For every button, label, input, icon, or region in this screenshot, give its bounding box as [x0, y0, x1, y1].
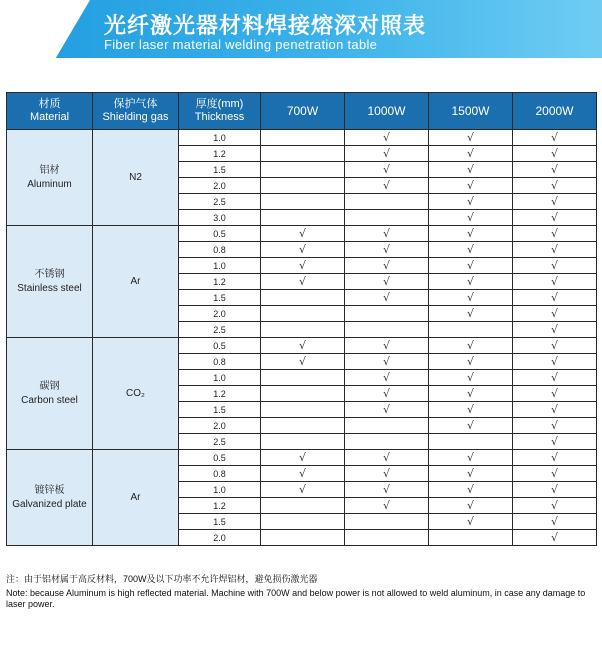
check-icon: √: [513, 146, 597, 162]
check-icon: √: [429, 242, 513, 258]
check-icon: √: [513, 434, 597, 450]
check-icon: √: [513, 130, 597, 146]
thickness-cell: 0.8: [179, 466, 261, 482]
empty-cell: [261, 530, 345, 546]
thickness-cell: 1.5: [179, 514, 261, 530]
empty-cell: [261, 498, 345, 514]
thickness-cell: 1.5: [179, 402, 261, 418]
check-icon: √: [345, 482, 429, 498]
check-icon: √: [513, 242, 597, 258]
thickness-cell: 1.5: [179, 162, 261, 178]
thickness-cell: 1.0: [179, 370, 261, 386]
check-icon: √: [345, 162, 429, 178]
table-row: [7, 130, 597, 146]
header-thickness: 厚度(mm) Thickness: [179, 93, 261, 130]
empty-cell: [345, 418, 429, 434]
check-icon: √: [345, 450, 429, 466]
title-banner: [0, 0, 602, 58]
check-icon: √: [513, 386, 597, 402]
check-icon: √: [345, 146, 429, 162]
check-icon: √: [345, 258, 429, 274]
check-icon: √: [429, 466, 513, 482]
check-icon: √: [513, 418, 597, 434]
empty-cell: [429, 434, 513, 450]
thickness-cell: 1.2: [179, 386, 261, 402]
page-title-cn: 光纤激光器材料焊接熔深对照表: [104, 14, 427, 39]
check-icon: √: [429, 258, 513, 274]
check-icon: √: [345, 402, 429, 418]
page-title-en: Fiber laser material welding penetration table: [104, 37, 378, 52]
banner-cutout: [0, 0, 90, 58]
table-row: [7, 226, 597, 242]
thickness-cell: 0.8: [179, 354, 261, 370]
thickness-cell: 1.5: [179, 290, 261, 306]
check-icon: √: [429, 130, 513, 146]
empty-cell: [261, 386, 345, 402]
check-icon: √: [513, 306, 597, 322]
check-icon: √: [513, 162, 597, 178]
check-icon: √: [261, 258, 345, 274]
empty-cell: [261, 306, 345, 322]
check-icon: √: [513, 466, 597, 482]
check-icon: √: [513, 290, 597, 306]
header-shielding-gas: 保护气体 Shielding gas: [93, 93, 179, 130]
check-icon: √: [429, 338, 513, 354]
empty-cell: [261, 402, 345, 418]
empty-cell: [261, 434, 345, 450]
check-icon: √: [429, 402, 513, 418]
check-icon: √: [429, 146, 513, 162]
check-icon: √: [429, 354, 513, 370]
empty-cell: [261, 130, 345, 146]
header-power-700w: 700W: [261, 93, 345, 130]
check-icon: √: [261, 338, 345, 354]
thickness-cell: 1.2: [179, 498, 261, 514]
empty-cell: [261, 514, 345, 530]
check-icon: √: [513, 178, 597, 194]
thickness-cell: 1.0: [179, 130, 261, 146]
check-icon: √: [261, 482, 345, 498]
thickness-cell: 2.5: [179, 322, 261, 338]
check-icon: √: [513, 482, 597, 498]
check-icon: √: [345, 178, 429, 194]
empty-cell: [429, 322, 513, 338]
check-icon: √: [513, 258, 597, 274]
empty-cell: [261, 370, 345, 386]
empty-cell: [345, 322, 429, 338]
thickness-cell: 0.5: [179, 226, 261, 242]
check-icon: √: [345, 370, 429, 386]
check-icon: √: [429, 370, 513, 386]
check-icon: √: [345, 130, 429, 146]
table-body: [7, 130, 597, 546]
shielding-gas-cell: N2: [93, 130, 179, 226]
check-icon: √: [261, 274, 345, 290]
thickness-cell: 2.5: [179, 194, 261, 210]
check-icon: √: [513, 402, 597, 418]
check-icon: √: [261, 242, 345, 258]
check-icon: √: [513, 210, 597, 226]
check-icon: √: [513, 274, 597, 290]
thickness-cell: 2.0: [179, 178, 261, 194]
thickness-cell: 1.2: [179, 274, 261, 290]
thickness-cell: 2.0: [179, 418, 261, 434]
shielding-gas-cell: CO₂: [93, 338, 179, 450]
table-header: [7, 93, 597, 130]
check-icon: √: [261, 226, 345, 242]
table-row: [7, 338, 597, 354]
empty-cell: [261, 146, 345, 162]
thickness-cell: 2.0: [179, 306, 261, 322]
material-aluminum: 铝材 Aluminum: [7, 130, 93, 226]
check-icon: √: [429, 386, 513, 402]
footnote: [6, 574, 598, 613]
check-icon: √: [345, 226, 429, 242]
empty-cell: [261, 162, 345, 178]
empty-cell: [345, 306, 429, 322]
check-icon: √: [345, 466, 429, 482]
check-icon: √: [513, 194, 597, 210]
empty-cell: [429, 530, 513, 546]
thickness-cell: 0.5: [179, 450, 261, 466]
empty-cell: [345, 514, 429, 530]
penetration-table: [6, 92, 597, 546]
check-icon: √: [261, 450, 345, 466]
header-power-1000w: 1000W: [345, 93, 429, 130]
check-icon: √: [513, 498, 597, 514]
thickness-cell: 0.5: [179, 338, 261, 354]
check-icon: √: [345, 354, 429, 370]
check-icon: √: [429, 162, 513, 178]
check-icon: √: [513, 322, 597, 338]
check-icon: √: [345, 498, 429, 514]
check-icon: √: [513, 450, 597, 466]
empty-cell: [261, 322, 345, 338]
check-icon: √: [513, 226, 597, 242]
check-icon: √: [429, 482, 513, 498]
header-power-1500w: 1500W: [429, 93, 513, 130]
thickness-cell: 1.0: [179, 482, 261, 498]
check-icon: √: [429, 194, 513, 210]
shielding-gas-cell: Ar: [93, 450, 179, 546]
empty-cell: [345, 210, 429, 226]
check-icon: √: [513, 370, 597, 386]
check-icon: √: [513, 354, 597, 370]
check-icon: √: [345, 290, 429, 306]
header-power-2000w: 2000W: [513, 93, 597, 130]
check-icon: √: [429, 450, 513, 466]
header-material: 材质 Material: [7, 93, 93, 130]
check-icon: √: [429, 498, 513, 514]
check-icon: √: [429, 226, 513, 242]
empty-cell: [345, 194, 429, 210]
check-icon: √: [513, 514, 597, 530]
check-icon: √: [345, 242, 429, 258]
check-icon: √: [429, 306, 513, 322]
empty-cell: [345, 434, 429, 450]
thickness-cell: 1.2: [179, 146, 261, 162]
table-row: [7, 450, 597, 466]
empty-cell: [261, 210, 345, 226]
empty-cell: [345, 530, 429, 546]
shielding-gas-cell: Ar: [93, 226, 179, 338]
check-icon: √: [429, 290, 513, 306]
footnote-en: Note: because Aluminum is high reflected material. Machine with 700W and below power is not allowed to weld aluminum, in case any damage to laser power.: [6, 588, 586, 609]
check-icon: √: [345, 386, 429, 402]
empty-cell: [261, 290, 345, 306]
thickness-cell: 2.5: [179, 434, 261, 450]
check-icon: √: [429, 210, 513, 226]
empty-cell: [261, 418, 345, 434]
footnote-cn: 注：由于铝材属于高反材料，700W及以下功率不允许焊铝材，避免损伤激光器: [6, 574, 318, 584]
check-icon: √: [513, 530, 597, 546]
check-icon: √: [429, 418, 513, 434]
check-icon: √: [429, 514, 513, 530]
thickness-cell: 3.0: [179, 210, 261, 226]
empty-cell: [261, 194, 345, 210]
check-icon: √: [345, 338, 429, 354]
check-icon: √: [429, 178, 513, 194]
check-icon: √: [429, 274, 513, 290]
check-icon: √: [261, 466, 345, 482]
material-galvanized-plate: 镀锌板 Galvanized plate: [7, 450, 93, 546]
check-icon: √: [345, 274, 429, 290]
check-icon: √: [261, 354, 345, 370]
thickness-cell: 1.0: [179, 258, 261, 274]
check-icon: √: [513, 338, 597, 354]
material-stainless-steel: 不锈钢 Stainless steel: [7, 226, 93, 338]
thickness-cell: 0.8: [179, 242, 261, 258]
material-carbon-steel: 碳钢 Carbon steel: [7, 338, 93, 450]
empty-cell: [261, 178, 345, 194]
thickness-cell: 2.0: [179, 530, 261, 546]
